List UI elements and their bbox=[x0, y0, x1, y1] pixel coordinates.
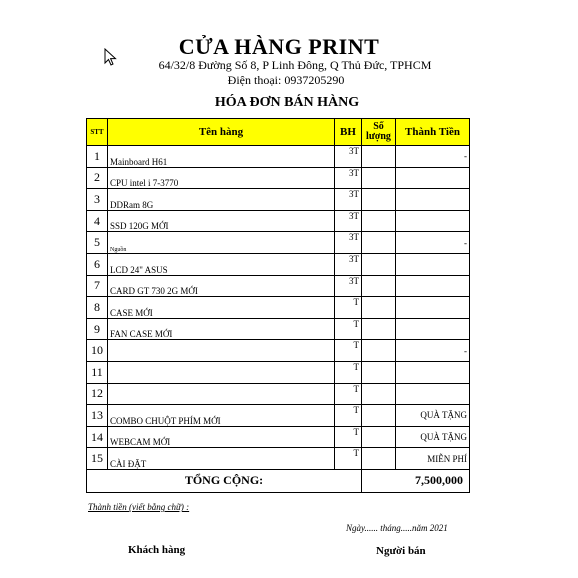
row-number: 2 bbox=[87, 167, 108, 189]
row-item-name bbox=[108, 383, 335, 405]
row-number: 4 bbox=[87, 210, 108, 232]
row-warranty: T bbox=[335, 361, 362, 383]
row-number: 9 bbox=[87, 318, 108, 340]
row-amount bbox=[396, 275, 470, 297]
row-amount: - bbox=[396, 146, 470, 168]
table-row bbox=[87, 405, 470, 427]
row-quantity bbox=[362, 146, 396, 168]
row-warranty: T bbox=[335, 383, 362, 405]
row-item-name: CÀI ĐẶT bbox=[108, 448, 335, 470]
row-amount: - bbox=[396, 340, 470, 362]
row-item-name: WEBCAM MỚI bbox=[108, 426, 335, 448]
row-warranty: 3T bbox=[335, 210, 362, 232]
row-quantity bbox=[362, 232, 396, 254]
table-row bbox=[87, 318, 470, 340]
row-amount bbox=[396, 383, 470, 405]
row-item-name: Mainboard H61 bbox=[108, 146, 335, 168]
store-name: CỬA HÀNG PRINT bbox=[178, 34, 380, 59]
row-warranty: T bbox=[335, 297, 362, 319]
row-quantity bbox=[362, 275, 396, 297]
total-label: TỔNG CỘNG: bbox=[87, 469, 362, 492]
table-row bbox=[87, 361, 470, 383]
row-quantity bbox=[362, 340, 396, 362]
row-warranty: 3T bbox=[335, 167, 362, 189]
row-amount bbox=[396, 167, 470, 189]
row-amount bbox=[396, 210, 470, 232]
row-quantity bbox=[362, 297, 396, 319]
table-row bbox=[87, 146, 470, 168]
row-quantity bbox=[362, 189, 396, 211]
row-item-name: CASE MỚI bbox=[108, 297, 335, 319]
row-item-name: Nguồn bbox=[108, 232, 335, 254]
table-row bbox=[87, 448, 470, 470]
table-row bbox=[87, 383, 470, 405]
table-row bbox=[87, 189, 470, 211]
row-item-name: CARD GT 730 2G MỚI bbox=[108, 275, 335, 297]
row-item-name bbox=[108, 340, 335, 362]
row-number: 11 bbox=[87, 361, 108, 383]
row-number: 12 bbox=[87, 383, 108, 405]
row-warranty: 3T bbox=[335, 253, 362, 275]
row-quantity bbox=[362, 405, 396, 427]
row-warranty: 3T bbox=[335, 146, 362, 168]
row-amount bbox=[396, 297, 470, 319]
row-number: 7 bbox=[87, 275, 108, 297]
row-quantity bbox=[362, 383, 396, 405]
row-item-name: DDRam 8G bbox=[108, 189, 335, 211]
invoice-table bbox=[86, 118, 470, 493]
total-row bbox=[87, 469, 470, 492]
row-amount: QUÀ TẶNG bbox=[396, 426, 470, 448]
row-quantity bbox=[362, 426, 396, 448]
row-number: 10 bbox=[87, 340, 108, 362]
row-warranty: 3T bbox=[335, 232, 362, 254]
row-number: 8 bbox=[87, 297, 108, 319]
row-number: 13 bbox=[87, 405, 108, 427]
row-number: 3 bbox=[87, 189, 108, 211]
row-item-name: SSD 120G MỚI bbox=[108, 210, 335, 232]
table-row bbox=[87, 210, 470, 232]
customer-signature-label: Khách hàng bbox=[128, 544, 186, 556]
header-item-name: Tên hàng bbox=[108, 119, 335, 146]
row-quantity bbox=[362, 253, 396, 275]
row-number: 6 bbox=[87, 253, 108, 275]
row-quantity bbox=[362, 318, 396, 340]
row-number: 5 bbox=[87, 232, 108, 254]
header-warranty: BH bbox=[335, 119, 362, 146]
invoice-title: HÓA ĐƠN BÁN HÀNG bbox=[214, 95, 360, 110]
table-row bbox=[87, 297, 470, 319]
table-row bbox=[87, 275, 470, 297]
header-stt: STT bbox=[87, 119, 108, 146]
row-item-name: CPU intel i 7-3770 bbox=[108, 167, 335, 189]
row-amount bbox=[396, 253, 470, 275]
row-quantity bbox=[362, 210, 396, 232]
table-row bbox=[87, 232, 470, 254]
row-amount bbox=[396, 189, 470, 211]
header-amount: Thành Tiền bbox=[396, 119, 470, 146]
row-warranty: T bbox=[335, 405, 362, 427]
total-value: 7,500,000 bbox=[362, 469, 470, 492]
header-quantity: Số lượng bbox=[362, 119, 396, 146]
row-warranty: T bbox=[335, 426, 362, 448]
row-number: 15 bbox=[87, 448, 108, 470]
row-quantity bbox=[362, 167, 396, 189]
amount-in-words-label: Thành tiền (viết bằng chữ) : bbox=[88, 502, 190, 512]
store-address: 64/32/8 Đường Số 8, P Linh Đông, Q Thủ Đức, TPHCM bbox=[158, 58, 432, 72]
date-line: Ngày...... tháng.....năm 2021 bbox=[346, 523, 448, 533]
row-amount bbox=[396, 318, 470, 340]
row-warranty: 3T bbox=[335, 275, 362, 297]
row-amount: - bbox=[396, 232, 470, 254]
table-row bbox=[87, 253, 470, 275]
row-number: 1 bbox=[87, 146, 108, 168]
table-header-row bbox=[87, 119, 470, 146]
row-number: 14 bbox=[87, 426, 108, 448]
row-quantity bbox=[362, 448, 396, 470]
row-amount: MIỄN PHÍ bbox=[396, 448, 470, 470]
row-quantity bbox=[362, 361, 396, 383]
row-warranty: T bbox=[335, 318, 362, 340]
table-row bbox=[87, 426, 470, 448]
table-row bbox=[87, 167, 470, 189]
row-amount bbox=[396, 361, 470, 383]
row-item-name: LCD 24" ASUS bbox=[108, 253, 335, 275]
row-amount: QUÀ TẶNG bbox=[396, 405, 470, 427]
row-warranty: T bbox=[335, 340, 362, 362]
row-warranty: T bbox=[335, 448, 362, 470]
row-item-name bbox=[108, 361, 335, 383]
store-phone: Điện thoại: 0937205290 bbox=[227, 73, 345, 87]
seller-signature-label: Người bán bbox=[376, 545, 426, 557]
row-warranty: 3T bbox=[335, 189, 362, 211]
row-item-name: FAN CASE MỚI bbox=[108, 318, 335, 340]
row-item-name: COMBO CHUỘT PHÍM MỚI bbox=[108, 405, 335, 427]
table-row bbox=[87, 340, 470, 362]
